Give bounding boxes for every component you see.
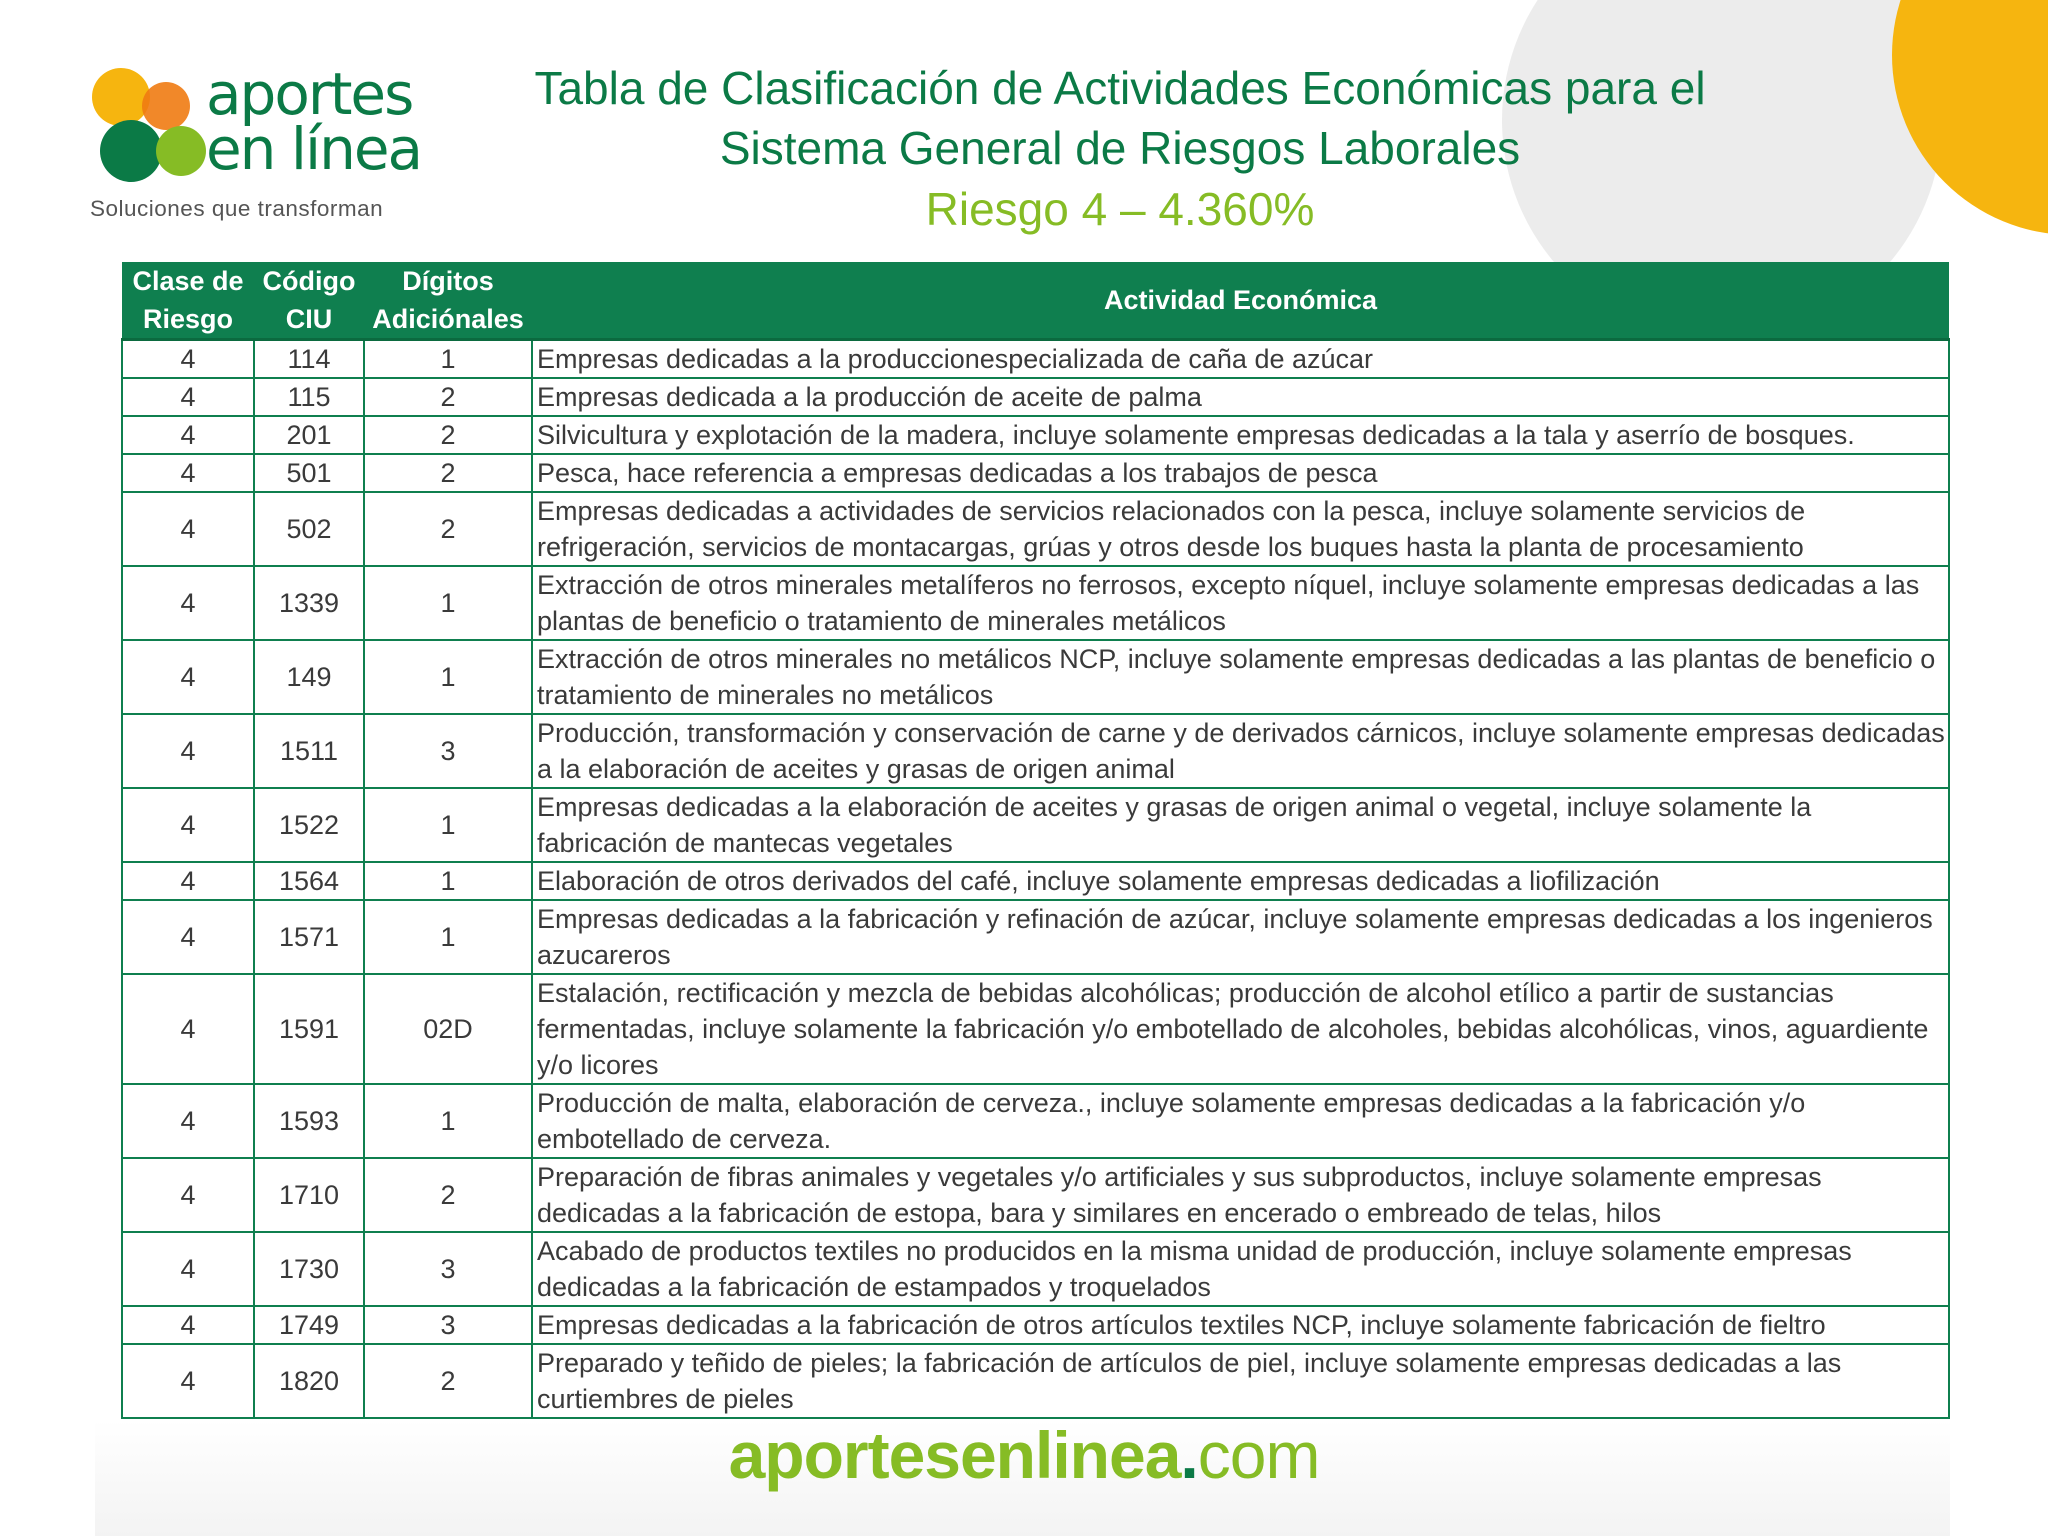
table-row bbox=[122, 1306, 1949, 1344]
table-row bbox=[122, 340, 1949, 379]
cell-actividad-economica: Empresas dedicadas a la elaboración de aceites y grasas de origen animal o vegetal, incluye solamente la fabricación de mantecas vegetales bbox=[532, 788, 1949, 862]
cell-digitos-adicionales: 1 bbox=[364, 566, 532, 640]
cell-actividad-economica: Empresas dedicadas a actividades de servicios relacionados con la pesca, incluye solamente servicios de refrigeración, servicios de montacargas, grúas y otros desde los buques hasta la planta de procesamiento bbox=[532, 492, 1949, 566]
cell-clase-riesgo: 4 bbox=[122, 378, 254, 416]
cell-digitos-adicionales: 2 bbox=[364, 492, 532, 566]
cell-clase-riesgo: 4 bbox=[122, 974, 254, 1084]
cell-actividad-economica: Estalación, rectificación y mezcla de bebidas alcohólicas; producción de alcohol etílico a partir de sustancias fermentadas, incluye solamente la fabricación y/o embotellado de alcoholes, bebidas alcohólicas, vinos, aguardiente y/o licores bbox=[532, 974, 1949, 1084]
cell-codigo-ciu: 1564 bbox=[254, 862, 364, 900]
cell-clase-riesgo: 4 bbox=[122, 714, 254, 788]
cell-clase-riesgo: 4 bbox=[122, 454, 254, 492]
table-row bbox=[122, 566, 1949, 640]
header-actividad-economica: Actividad Económica bbox=[532, 262, 1949, 340]
table-body bbox=[122, 340, 1949, 1419]
cell-clase-riesgo: 4 bbox=[122, 340, 254, 379]
cell-codigo-ciu: 115 bbox=[254, 378, 364, 416]
table-row bbox=[122, 788, 1949, 862]
cell-codigo-ciu: 149 bbox=[254, 640, 364, 714]
cell-clase-riesgo: 4 bbox=[122, 1344, 254, 1418]
cell-digitos-adicionales: 1 bbox=[364, 788, 532, 862]
cell-clase-riesgo: 4 bbox=[122, 1306, 254, 1344]
table-row bbox=[122, 1344, 1949, 1418]
cell-codigo-ciu: 201 bbox=[254, 416, 364, 454]
cell-digitos-adicionales: 1 bbox=[364, 340, 532, 379]
cell-clase-riesgo: 4 bbox=[122, 640, 254, 714]
cell-digitos-adicionales: 2 bbox=[364, 416, 532, 454]
cell-clase-riesgo: 4 bbox=[122, 1084, 254, 1158]
cell-digitos-adicionales: 2 bbox=[364, 1344, 532, 1418]
cell-actividad-economica: Silvicultura y explotación de la madera, incluye solamente empresas dedicadas a la tala y aserrío de bosques. bbox=[532, 416, 1949, 454]
cell-actividad-economica: Extracción de otros minerales metalíferos no ferrosos, excepto níquel, incluye solamente empresas dedicadas a las plantas de beneficio o tratamiento de minerales metálicos bbox=[532, 566, 1949, 640]
cell-digitos-adicionales: 3 bbox=[364, 714, 532, 788]
logo-tagline: Soluciones que transforman bbox=[90, 196, 384, 221]
cell-digitos-adicionales: 3 bbox=[364, 1306, 532, 1344]
cell-digitos-adicionales: 02D bbox=[364, 974, 532, 1084]
table-row bbox=[122, 714, 1949, 788]
cell-digitos-adicionales: 2 bbox=[364, 378, 532, 416]
cell-clase-riesgo: 4 bbox=[122, 900, 254, 974]
cell-codigo-ciu: 1749 bbox=[254, 1306, 364, 1344]
cell-actividad-economica: Empresas dedicada a la producción de aceite de palma bbox=[532, 378, 1949, 416]
cell-actividad-economica: Pesca, hace referencia a empresas dedicadas a los trabajos de pesca bbox=[532, 454, 1949, 492]
footer-website bbox=[0, 1418, 2048, 1492]
cell-codigo-ciu: 1710 bbox=[254, 1158, 364, 1232]
cell-codigo-ciu: 1591 bbox=[254, 974, 364, 1084]
cell-clase-riesgo: 4 bbox=[122, 1232, 254, 1306]
cell-codigo-ciu: 1339 bbox=[254, 566, 364, 640]
cell-actividad-economica: Producción, transformación y conservación de carne y de derivados cárnicos, incluye solamente empresas dedicadas a la elaboración de aceites y grasas de origen animal bbox=[532, 714, 1949, 788]
cell-codigo-ciu: 1730 bbox=[254, 1232, 364, 1306]
cell-actividad-economica: Preparado y teñido de pieles; la fabricación de artículos de piel, incluye solamente empresas dedicadas a las curtiembres de pieles bbox=[532, 1344, 1949, 1418]
table-row bbox=[122, 862, 1949, 900]
cell-actividad-economica: Elaboración de otros derivados del café, incluye solamente empresas dedicadas a liofilización bbox=[532, 862, 1949, 900]
table-row bbox=[122, 492, 1949, 566]
cell-clase-riesgo: 4 bbox=[122, 1158, 254, 1232]
header-clase-riesgo: Clase de Riesgo bbox=[122, 262, 254, 340]
table-row bbox=[122, 1232, 1949, 1306]
cell-actividad-economica: Empresas dedicadas a la fabricación y refinación de azúcar, incluye solamente empresas dedicadas a los ingenieros azucareros bbox=[532, 900, 1949, 974]
cell-digitos-adicionales: 2 bbox=[364, 454, 532, 492]
title-line-1: Tabla de Clasificación de Actividades Económicas para el bbox=[534, 62, 1706, 114]
table-row bbox=[122, 640, 1949, 714]
table-row bbox=[122, 454, 1949, 492]
cell-codigo-ciu: 114 bbox=[254, 340, 364, 379]
cell-clase-riesgo: 4 bbox=[122, 788, 254, 862]
header-codigo-ciu: Código CIU bbox=[254, 262, 364, 340]
cell-codigo-ciu: 1571 bbox=[254, 900, 364, 974]
risk-subtitle: Riesgo 4 – 4.360% bbox=[925, 183, 1315, 235]
cell-actividad-economica: Empresas dedicadas a la produccionespecializada de caña de azúcar bbox=[532, 340, 1949, 379]
table-row bbox=[122, 416, 1949, 454]
cell-digitos-adicionales: 3 bbox=[364, 1232, 532, 1306]
company-logo bbox=[88, 60, 428, 230]
cell-codigo-ciu: 1820 bbox=[254, 1344, 364, 1418]
cell-actividad-economica: Preparación de fibras animales y vegetales y/o artificiales y sus subproductos, incluye solamente empresas dedicadas a la fabricación de estopa, bara y similares en encerado o embreado de telas, hilos bbox=[532, 1158, 1949, 1232]
title-line-2: Sistema General de Riesgos Laborales bbox=[719, 122, 1521, 174]
activity-classification-table bbox=[121, 262, 1950, 1419]
cell-actividad-economica: Extracción de otros minerales no metálicos NCP, incluye solamente empresas dedicadas a las plantas de beneficio o tratamiento de minerales no metálicos bbox=[532, 640, 1949, 714]
logo-dots-icon bbox=[92, 68, 202, 183]
logo-text-line1: aportes bbox=[206, 60, 413, 128]
cell-clase-riesgo: 4 bbox=[122, 492, 254, 566]
table-header-row bbox=[122, 262, 1949, 340]
logo-text-line2: en línea bbox=[206, 115, 422, 183]
cell-codigo-ciu: 502 bbox=[254, 492, 364, 566]
cell-codigo-ciu: 1522 bbox=[254, 788, 364, 862]
page-title bbox=[470, 58, 1770, 240]
footer-domain-name: aportesenlinea bbox=[728, 1418, 1181, 1492]
header-digitos-adicionales: Dígitos Adiciónales bbox=[364, 262, 532, 340]
cell-clase-riesgo: 4 bbox=[122, 862, 254, 900]
cell-digitos-adicionales: 1 bbox=[364, 900, 532, 974]
table-row bbox=[122, 1084, 1949, 1158]
cell-actividad-economica: Producción de malta, elaboración de cerveza., incluye solamente empresas dedicadas a la fabricación y/o embotellado de cerveza. bbox=[532, 1084, 1949, 1158]
cell-digitos-adicionales: 1 bbox=[364, 1084, 532, 1158]
cell-clase-riesgo: 4 bbox=[122, 566, 254, 640]
cell-digitos-adicionales: 1 bbox=[364, 640, 532, 714]
cell-clase-riesgo: 4 bbox=[122, 416, 254, 454]
cell-codigo-ciu: 1593 bbox=[254, 1084, 364, 1158]
cell-actividad-economica: Empresas dedicadas a la fabricación de otros artículos textiles NCP, incluye solamente fabricación de fieltro bbox=[532, 1306, 1949, 1344]
cell-digitos-adicionales: 1 bbox=[364, 862, 532, 900]
cell-digitos-adicionales: 2 bbox=[364, 1158, 532, 1232]
footer-domain-tld: com bbox=[1197, 1418, 1320, 1492]
footer-domain-dot: . bbox=[1180, 1418, 1198, 1492]
cell-codigo-ciu: 1511 bbox=[254, 714, 364, 788]
table-row bbox=[122, 974, 1949, 1084]
cell-codigo-ciu: 501 bbox=[254, 454, 364, 492]
table-row bbox=[122, 900, 1949, 974]
table-row bbox=[122, 1158, 1949, 1232]
cell-actividad-economica: Acabado de productos textiles no producidos en la misma unidad de producción, incluye solamente empresas dedicadas a la fabricación de estampados y troquelados bbox=[532, 1232, 1949, 1306]
table-row bbox=[122, 378, 1949, 416]
